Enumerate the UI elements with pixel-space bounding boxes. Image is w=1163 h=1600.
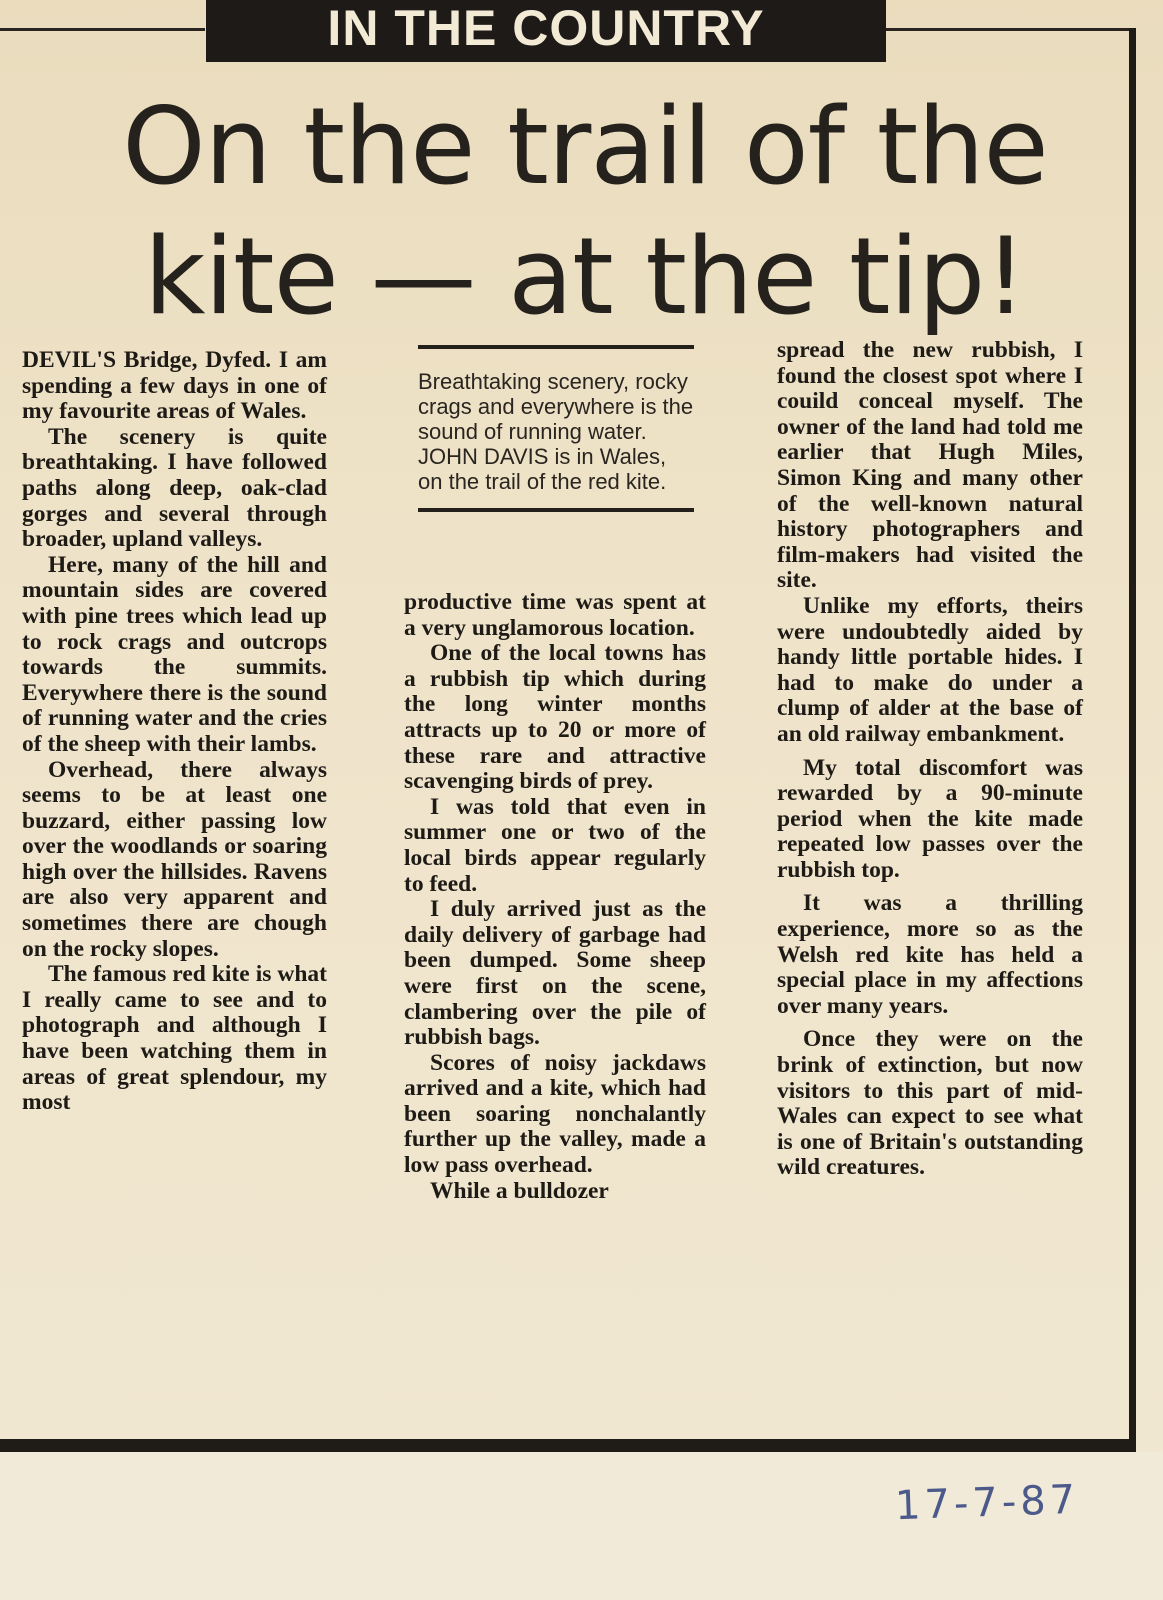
paragraph: Unlike my efforts, theirs were undoubtedly aided by handy little portable hides. I had to make do under a clump of alder at the base of an old railway embankment.: [777, 592, 1083, 747]
paragraph: Overhead, there always seems to be at least one buzzard, either passing low over the woodlands or soaring high over the hillsides. Ravens are also very apparent and sometimes there are chough on the rocky slopes.: [22, 756, 327, 962]
headline-line-2: kite — at the tip!: [144, 215, 1026, 338]
paragraph: The famous red kite is what I really came to see and to photograph and although I have been watching them in areas of great splendour, my most: [22, 961, 327, 1116]
clipping-bottom-margin: [0, 1452, 1163, 1600]
pull-quote-text: Breathtaking scenery, rocky crags and everywhere is the sound of running water. JOHN DAVIS is in Wales, on the trail of the red kite.: [418, 369, 694, 494]
frame-bottom-border: [0, 1439, 1136, 1452]
headline-line-1: On the trail of the: [122, 85, 1048, 208]
article-column-1: [22, 348, 327, 1116]
paragraph: DEVIL'S Bridge, Dyfed. I am spending a few days in one of my favourite areas of Wales.: [22, 347, 327, 425]
section-banner: IN THE COUNTRY: [206, 0, 886, 62]
handwritten-date: 17-7-87: [894, 1476, 1080, 1530]
paragraph: Once they were on the brink of extinction, but now visitors to this part of mid-Wales can expect to see what is one of Britain's outstanding wild creatures.: [777, 1026, 1083, 1181]
article-column-2: [404, 590, 706, 1204]
top-rule-right: [885, 28, 1135, 31]
paragraph: I was told that even in summer one or two of the local birds appear regularly to feed.: [404, 793, 706, 897]
paragraph: While a bulldozer: [430, 1177, 609, 1204]
paragraph: Here, many of the hill and mountain sides are covered with pine trees which lead up to rock crags and outcrops towards the summits. Everywhere there is the sound of running water and the cries of the sheep with their lambs.: [22, 551, 327, 757]
paragraph: One of the local towns has a rubbish tip which during the long winter months attracts up to 20 or more of these rare and attractive scavenging birds of prey.: [404, 640, 706, 795]
paragraph: productive time was spent at a very unglamorous location.: [404, 589, 706, 641]
paragraph: The scenery is quite breathtaking. I have followed paths along deep, oak-clad gorges and several through broader, upland valleys.: [22, 423, 327, 553]
top-rule-left: [0, 28, 205, 31]
headline: [60, 82, 1110, 342]
paragraph: My total discomfort was rewarded by a 90-minute period when the kite made repeated low passes over the rubbish top.: [777, 754, 1083, 883]
paragraph: spread the new rubbish, I found the closest spot where I couild conceal myself. The owner of the land had told me earlier that Hugh Miles, Simon King and many other of the well-known natural history photographers and film-makers had visited the site.: [777, 337, 1083, 594]
frame-right-border: [1129, 28, 1136, 1452]
paragraph: Scores of noisy jackdaws arrived and a kite, which had been soaring nonchalantly further up the valley, made a low pass overhead.: [404, 1049, 706, 1179]
pull-quote: [418, 345, 694, 512]
article-column-3: [777, 338, 1083, 1181]
pull-quote-rule-bottom: [418, 508, 694, 512]
paragraph: It was a thrilling experience, more so as the Welsh red kite has held a special place in my affections over many years.: [777, 890, 1083, 1019]
paragraph: I duly arrived just as the daily delivery of garbage had been dumped. Some sheep were first on the scene, clambering over the pile of rubbish bags.: [404, 896, 706, 1051]
